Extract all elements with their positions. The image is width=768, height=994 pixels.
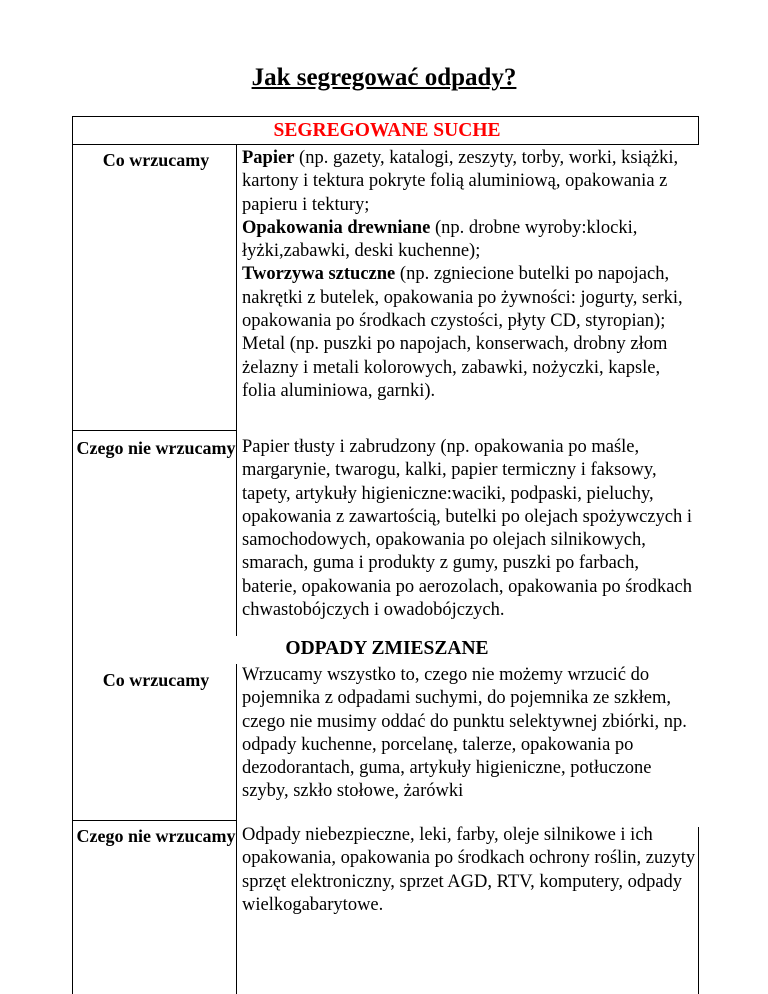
right-border-bottom (698, 827, 699, 994)
paragraph-text: Papier tłusty i zabrudzony (np. opakowania po maśle, margarynie, twarogu, kalki, papier termiczny i faksowy, tapety, artykuły higieniczne:waciki, podpaski, pieluchy, opakowania z zawartością, butelki po olejach spożywczych i samochodowych, opakowania po olejach silnikowych, smarach, guma i produkty z gumy, puszki po farbach, baterie, opakowania po aerozolach, opakowania po środkach chwastobójczych i owadobójczych. (242, 437, 692, 621)
bold-term: Opakowania drewniane (242, 217, 431, 238)
paragraph-text: (np. zgniecione butelki po napojach, nakrętki z butelek, opakowania po żywności: jogurty, serki, opakowania po środkach czystości, płyty CD, styropian); (242, 264, 683, 332)
paragraph-metal (242, 333, 698, 403)
paragraph-text: (np. drobne wyroby:klocki, łyżki,zabawki, deski kuchenne); (242, 217, 638, 262)
paragraph-text: Metal (np. puszki po napojach, konserwach, drobny złom żelazny i metali kolorowych, zabawki, nożyczki, kapsle, folia aluminiowa, garnki). (242, 334, 668, 401)
table-left-border (72, 116, 73, 994)
page-title: Jak segregować odpady? (251, 64, 517, 91)
section-heading-mixed: ODPADY ZMIESZANE (285, 638, 489, 659)
paragraph-text: (np. gazety, katalogi, zeszyty, torby, worki, książki, kartony i tektura pokryte folią aluminiową, opakowania z papieru i tektury; (242, 148, 679, 215)
row-label-mixed-exclude: Czego nie wrzucamy (76, 826, 236, 846)
heading-divider (72, 144, 699, 145)
row-label-dry-exclude: Czego nie wrzucamy (76, 438, 236, 458)
paragraph-plastic (242, 263, 698, 333)
row-content-mixed-include (242, 664, 698, 804)
table-right-border (698, 116, 699, 145)
bold-term: Papier (242, 148, 295, 168)
column-divider-2 (236, 431, 237, 636)
row-label-mixed-include: Co wrzucamy (102, 670, 210, 690)
column-divider-1 (236, 144, 237, 431)
row-divider-1 (72, 430, 237, 431)
column-divider-3 (236, 664, 237, 994)
row-label-dry-include: Co wrzucamy (102, 150, 210, 170)
paragraph-text: Wrzucamy wszystko to, czego nie możemy wrzucić do pojemnika z odpadami suchymi, do pojemnika ze szkłem, czego nie musimy oddać do punktu selektywnej zbiórki, np. odpady kuchenne, porcelanę, talerze, opakowania po dezodorantach, guma, artykuły higieniczne, potłuczone szyby, szkło stołowe, żarówki (242, 665, 687, 802)
row-content-dry-include (242, 147, 698, 403)
row-content-mixed-exclude (242, 824, 698, 917)
section-heading-dry: SEGREGOWANE SUCHE (273, 120, 501, 141)
paragraph-paper (242, 147, 698, 217)
row-divider-2 (72, 820, 237, 821)
paragraph-wood (242, 217, 698, 264)
row-content-dry-exclude (242, 436, 698, 622)
table-top-border (72, 116, 699, 117)
bold-term: Tworzywa sztuczne (242, 264, 396, 285)
paragraph-text: Odpady niebezpieczne, leki, farby, oleje silnikowe i ich opakowania, opakowania po środkach ochrony roślin, zuzyty sprzęt elektroniczny, sprzet AGD, RTV, komputery, odpady wielkogabarytowe. (242, 825, 696, 915)
